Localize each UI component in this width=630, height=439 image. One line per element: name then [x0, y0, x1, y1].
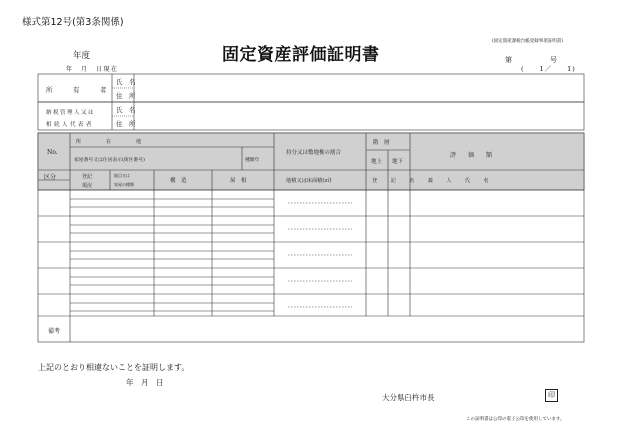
owner-address-label: 住 所 — [116, 92, 136, 100]
header-location: 所 在 地 — [76, 139, 142, 145]
agent-label-line1: 納税管理人又は — [46, 110, 96, 116]
issuer-mayor: 大分県臼杵市長 — [382, 393, 435, 402]
reference-note: (固定資産課税台帳登録事項証明書) — [492, 39, 564, 44]
certification-date: 年 月 日 — [126, 378, 164, 387]
agent-label-line2: 相続人代表者 — [46, 122, 95, 128]
header-kind-year: 種類年 — [245, 158, 260, 163]
page-title: 固定資産評価証明書 — [222, 45, 380, 65]
as-of-date: 年 月 日現在 — [66, 66, 119, 73]
owner-label: 所 有 者 — [46, 86, 114, 94]
certificate-number-prefix: 第 — [505, 56, 512, 64]
header-registered: 登記 — [82, 174, 93, 180]
certification-statement: 上記のとおり相違ないことを証明します。 — [38, 363, 190, 372]
agent-name-label: 氏 名 — [116, 106, 136, 114]
official-seal: 印 — [545, 389, 558, 402]
header-house-kind: 家屋の種類 — [114, 182, 134, 187]
header-current: 現況 — [82, 183, 93, 189]
owner-name-label: 氏 名 — [116, 78, 136, 86]
header-below-ground: 地下 — [392, 159, 404, 165]
remarks-label: 備考 — [48, 328, 61, 335]
header-house-number: 家屋番号又は住居表示(街区番号) — [74, 158, 145, 163]
header-area: 地積又は床面積(㎡) — [286, 178, 332, 184]
header-category: 区分 — [44, 174, 57, 181]
header-no: No. — [47, 149, 58, 156]
header-stories: 階 層 — [373, 140, 390, 146]
header-above-ground: 地上 — [371, 159, 383, 165]
header-share: 持分又は敷地権の割合 — [286, 150, 342, 156]
footnote: この証明書は公印の電子公印を使用しています。 — [466, 417, 565, 422]
header-roof: 屋 根 — [230, 178, 247, 184]
form-number: 様式第12号(第3条関係) — [22, 17, 124, 28]
page-count: ( 1／ 1) — [521, 65, 576, 73]
certificate-number-suffix: 号 — [550, 56, 557, 64]
header-registered-name: 登 記 名 義 人 氏 名 — [372, 178, 490, 184]
fiscal-year-label: 年度 — [73, 51, 91, 61]
header-structure: 構 造 — [170, 178, 187, 184]
header-valuation: 評 価 額 — [450, 152, 493, 159]
header-land-type: 地目又は — [114, 173, 130, 178]
agent-address-label: 住 所 — [116, 120, 136, 128]
